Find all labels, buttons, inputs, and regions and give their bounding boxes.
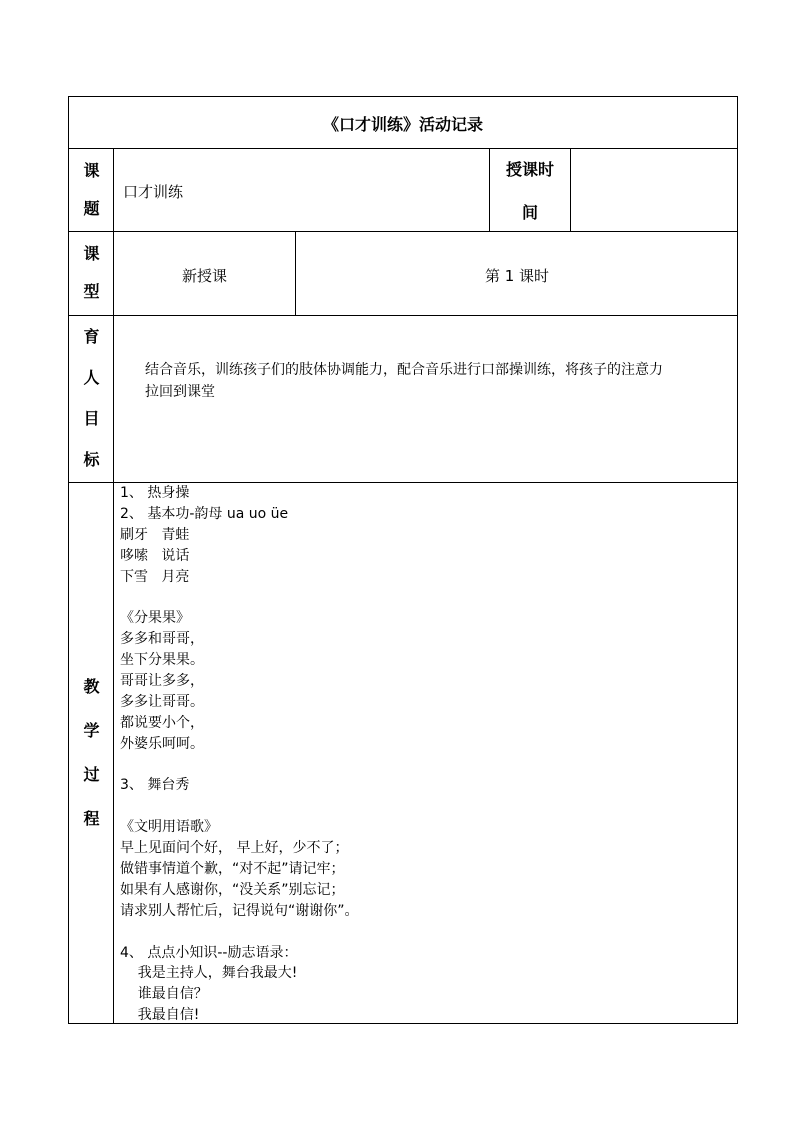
process-content [120,483,359,1026]
type-label-char: 型 [83,282,100,301]
process-line [120,755,359,776]
process-line: 做错事情道个歉，“对不起”请记牢； [120,861,345,878]
process-line: 多多让哥哥。 [120,693,204,710]
goal-label [69,315,114,482]
page-title: 《口才训练》活动记录 [322,114,483,134]
process-label-char: 过 [83,765,100,784]
goal-label-char: 育 [83,327,100,346]
process-line: 刷牙 青蛙 [120,526,190,543]
column-divider [570,148,571,231]
process-line: 1、 热身操 [120,485,190,501]
goal-label-char: 人 [83,368,100,387]
process-line: 早上见面问个好， 早上好，少不了； [120,840,349,857]
process-line: 坐下分果果。 [120,652,204,669]
process-line: 哥哥让多多， [120,673,204,690]
type-label-char: 课 [83,244,100,263]
goal-text [145,359,663,403]
process-line [120,587,359,608]
lesson-time-label-line: 授课时 [505,159,554,179]
goal-label-char: 目 [83,409,100,428]
topic-label [69,148,114,231]
process-line: 《文明用语歌》 [120,819,218,836]
process-line: 下雪 月亮 [120,568,190,585]
process-line: 3、 舞台秀 [120,777,190,794]
activity-record-table [68,96,738,1024]
process-line: 都说要小个， [120,714,204,731]
row-divider [69,315,737,316]
session-number: 第 1 课时 [484,267,550,285]
row-divider [69,231,737,232]
topic-label-char: 课 [83,160,100,180]
lesson-time-label [490,148,570,231]
type-label [69,231,114,315]
process-line [120,922,359,943]
process-line: 如果有人感谢你，“没关系”别忘记； [120,881,345,898]
process-label [69,482,114,1024]
process-line: 多多和哥哥， [120,631,204,648]
topic-value: 口才训练 [123,183,184,201]
process-line [120,796,359,817]
process-line: 2、 基本功-韵母 ua uo üe [120,505,289,522]
process-label-char: 学 [83,721,100,740]
process-line: 4、 点点小知识--励志语录： [120,944,298,961]
process-line: 《分果果》 [120,610,190,627]
goal-line: 拉回到课堂 [145,384,215,400]
process-line: 外婆乐呵呵。 [120,735,204,752]
process-label-char: 程 [83,809,100,828]
process-line: 哆嗦 说话 [120,547,190,564]
topic-label-char: 题 [83,198,100,218]
process-line: 谁最自信？ [120,986,208,1003]
process-line: 我是主持人，舞台我最大! [120,965,298,982]
process-line: 我最自信! [120,1007,200,1024]
process-label-char: 教 [83,677,100,696]
goal-line: 结合音乐，训练孩子们的肢体协调能力，配合音乐进行口部操训练，将孩子的注意力 [145,362,663,378]
goal-label-char: 标 [83,450,100,469]
lesson-type-value: 新授课 [181,267,227,285]
process-line: 请求别人帮忙后，记得说句“谢谢你”。 [120,902,359,919]
lesson-time-label-line: 间 [521,202,538,222]
